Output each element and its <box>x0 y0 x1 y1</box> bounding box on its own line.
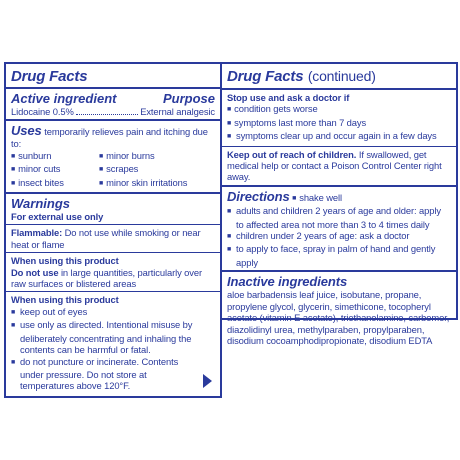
warning-item: ■ use only as directed. Intentional misuse by deliberately concentrating and inhaling the contents can be harmful or fatal. <box>11 319 202 355</box>
direction-item: ■ children under 2 years of age: ask a doctor <box>227 230 451 243</box>
direction-item: ■ to apply to face, spray in palm of hand and gently apply <box>227 243 451 268</box>
continue-arrow-icon <box>203 374 212 388</box>
direction-item: ■ adults and children 2 years of age and older: apply to affected area not more than 3 to 4 times daily <box>227 205 451 230</box>
use-item: ■ scrapes <box>99 163 215 176</box>
stop-use-heading: Stop use and ask a doctor if <box>227 92 350 103</box>
ingredient-name: Lidocaine 0.5% <box>11 106 74 117</box>
external-use-note: For external use only <box>11 211 104 223</box>
active-ingredient-heading: Active ingredient <box>11 91 117 106</box>
when-using-section-1: When using this product Do not use in large quantities, particularly over raw surfaces or blistered areas <box>6 253 220 291</box>
active-ingredient-section <box>6 89 220 119</box>
when-using-heading: When using this product <box>11 255 119 267</box>
uses-section <box>6 121 220 192</box>
flammable-warning: Flammable: Do not use while smoking or near heat or flame <box>11 227 201 250</box>
directions-section <box>222 187 456 270</box>
stop-item: ■ symptoms last more than 7 days <box>227 117 366 128</box>
drug-facts-continued-panel <box>220 62 458 346</box>
uses-heading: Uses <box>11 123 42 139</box>
stop-use-section <box>222 90 456 146</box>
when-using-heading: When using this product <box>11 294 119 306</box>
ingredient-purpose: External analgesic <box>140 106 215 117</box>
inactive-ingredients-list: aloe barbadensis leaf juice, isobutane, propane, propylene glycol, glycerin, simethicone, tocopheryl acetate (vitamin E acetate), triethanolamine, carbomer, diazolidinyl urea, methylparaben, propylparaben, disodium cocoamphodipropionate, disodium EDTA <box>227 289 450 346</box>
directions-heading: Directions <box>227 188 290 204</box>
panel-title-suffix: (continued) <box>307 68 376 84</box>
panel-title: Drug Facts <box>11 68 88 85</box>
when-using-section-2 <box>6 292 220 393</box>
direction-item: ■ shake well <box>292 192 342 203</box>
warning-item: ■ do not puncture or incinerate. Contents under pressure. Do not store at temperatures above 120°F. <box>11 356 202 392</box>
warnings-heading: Warnings <box>11 196 70 212</box>
uses-intro: temporarily relieves pain and itching due to: <box>11 126 208 150</box>
use-item: ■ minor skin irritations <box>99 177 215 190</box>
use-item: ■ sunburn <box>11 150 99 163</box>
panel-title: Drug Facts <box>227 68 304 85</box>
purpose-heading: Purpose <box>162 91 215 106</box>
inactive-ingredients-section <box>222 272 456 348</box>
warning-item: ■ keep out of eyes <box>11 306 202 319</box>
use-item: ■ insect bites <box>11 177 99 190</box>
children-warning: Keep out of reach of children. If swallowed, get medical help or contact a Poison Control Center right away. <box>227 148 442 183</box>
warnings-section <box>6 194 220 224</box>
use-item: ■ minor cuts <box>11 163 99 176</box>
use-item: ■ minor burns <box>99 150 215 163</box>
dot-leader <box>76 114 138 115</box>
inactive-ingredients-heading: Inactive ingredients <box>227 274 348 290</box>
drug-facts-panel <box>4 62 222 398</box>
stop-item: ■ condition gets worse <box>227 103 318 114</box>
stop-item: ■ symptoms clear up and occur again in a few days <box>227 130 451 143</box>
uses-list <box>11 150 215 190</box>
